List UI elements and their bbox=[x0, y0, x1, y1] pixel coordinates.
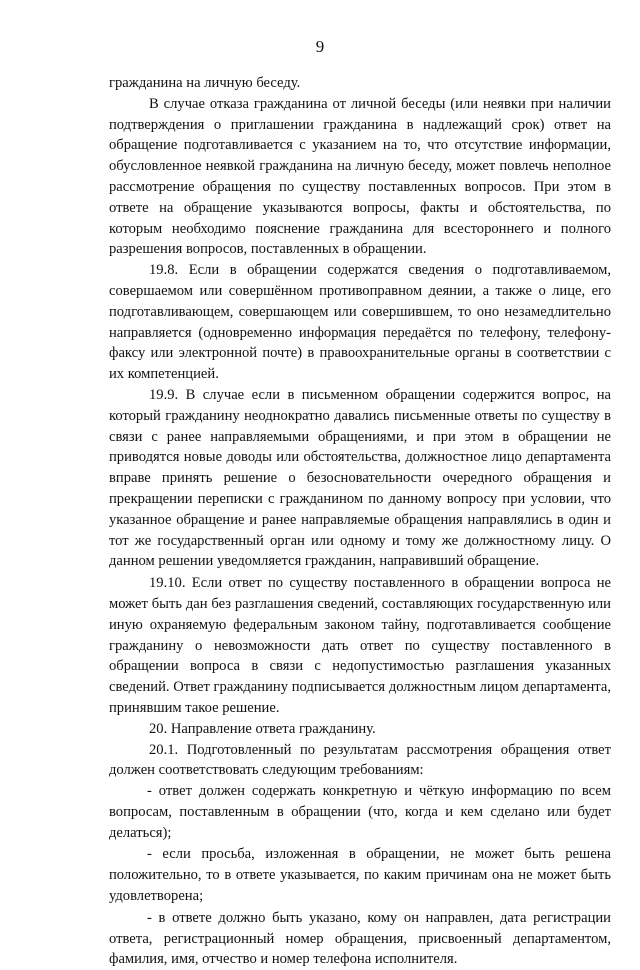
paragraph-19-10: 19.10. Если ответ по существу поставленного в обращении вопроса не может быть дан без разглашения сведений, составляющих государственную или иную охраняемую федеральным законом тайну, подготавливается сообщение гражданину о невозможности дать ответ по существу поставленного в обращении вопроса в связи с недопустимостью разглашения указанных сведений. Ответ гражданину подписывается должностным лицом департамента, принявшим такое решение. bbox=[109, 575, 611, 716]
paragraph-refusal-of-meeting: В случае отказа гражданина от личной беседы (или неявки при наличии подтверждения о приглашении гражданина в надлежащий срок) ответ на обращение подготавливается с указанием на то, что отсутствие информации, обусловленное неявкой гражданина на личную беседу, может повлечь неполное рассмотрение обращения по существу поставленных вопросов. При этом в ответе на обращение указываются вопросы, факты и обстоятельства, по которым необходимо пояснение гражданина для всестороннего и полного разрешения вопросов, поставленных в обращении. bbox=[109, 95, 611, 258]
paragraph-19-9: 19.9. В случае если в письменном обращении содержится вопрос, на который гражданину неоднократно давались письменные ответы по существу в связи с ранее направляемыми обращениями, и при этом в обращении не приводятся новые доводы или обстоятельства, должностное лицо департамента вправе принять решение о безосновательности очередного обращения и прекращении переписки с гражданином по данному вопросу при условии, что указанное обращение и ранее направляемые обращения направлялись в один и тот же государственный орган или одному и тому же должностному лицу. О данном решении уведомляется гражданин, направивший обращение. bbox=[109, 386, 611, 570]
document-body bbox=[109, 73, 611, 970]
paragraph-19-8: 19.8. Если в обращении содержатся сведения о подготавливаемом, совершаемом или совершённом противоправном деянии, а также о лице, его подготавливающем, совершающем или совершившем, то оно незамедлительно направляется (одновременно информация передаётся по телефону, телефону-факсу или электронной почте) в правоохранительные органы в соответствии с их компетенцией. bbox=[109, 262, 611, 383]
paragraph-20-1: 20.1. Подготовленный по результатам рассмотрения обращения ответ должен соответствовать следующим требованиям: bbox=[109, 741, 611, 779]
list-item-requirement-1: - ответ должен содержать конкретную и чёткую информацию по всем вопросам, поставленным в обращении (что, когда и кем сделано или будет делаться); bbox=[109, 783, 611, 841]
paragraph-continuation: гражданина на личную беседу. bbox=[109, 75, 301, 91]
page-number: 9 bbox=[315, 37, 325, 56]
list-item-requirement-3: - в ответе должно быть указано, кому он направлен, дата регистрации ответа, регистрационный номер обращения, присвоенный департаментом, фамилия, имя, отчество и номер телефона исполнителя. bbox=[109, 909, 611, 968]
section-heading-20: 20. Направление ответа гражданину. bbox=[149, 720, 376, 737]
list-item-requirement-2: - если просьба, изложенная в обращении, не может быть решена положительно, то в ответе указывается, по каким причинам она не может быть удовлетворена; bbox=[109, 846, 611, 905]
